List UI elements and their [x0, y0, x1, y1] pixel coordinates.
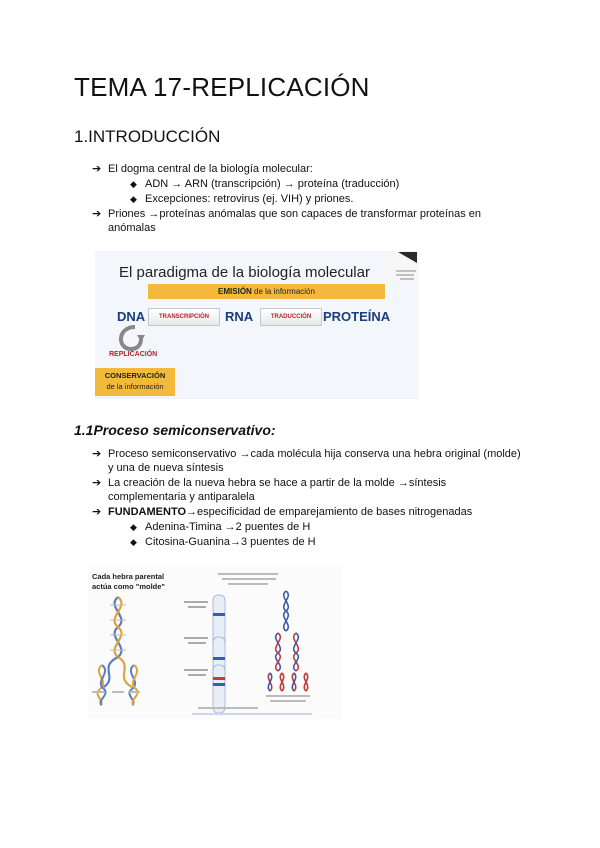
- helix-caption: Cada hebra parental actúa como "molde": [92, 572, 165, 591]
- protein-label: PROTEÍNA: [323, 309, 391, 324]
- arrow-bullet-icon: ➔: [92, 477, 102, 489]
- arrow-bullet-icon: ➔: [92, 208, 102, 220]
- transcription-arrow: TRANSCRIPCIÓN: [148, 308, 220, 326]
- bullet-fundamento: FUNDAMENTO→especificidad de emparejamiento de bases nitrogenadas: [108, 506, 473, 518]
- replication-loop-icon: [115, 325, 147, 353]
- helix-figure: [88, 565, 342, 719]
- dna-helix-illustration: [88, 565, 342, 719]
- bullet-semiconservativo-line1: Proceso semiconservativo →cada molécula hija conserva una hebra original (molde): [108, 448, 521, 460]
- diamond-bullet-icon: ◆: [130, 537, 137, 547]
- diamond-bullet-icon: ◆: [130, 194, 137, 204]
- sub-bullet-adn-arn: ADN → ARN (transcripción) → proteína (traducción): [145, 178, 400, 190]
- diamond-bullet-icon: ◆: [130, 179, 137, 189]
- arrow-bullet-icon: ➔: [92, 506, 102, 518]
- sub-bullet-excepciones: Excepciones: retrovirus (ej. VIH) y priones.: [145, 193, 354, 205]
- bullet-creacion-line1: La creación de la nueva hebra se hace a partir de la molde →síntesis: [108, 477, 447, 489]
- rna-label: RNA: [225, 309, 254, 324]
- section-heading-introduccion: 1.INTRODUCCIÓN: [74, 127, 221, 146]
- sub-bullet-citosina-guanina: Citosina-Guanina→3 puentes de H: [145, 536, 316, 548]
- emision-bar: EMISIÓN de la información: [148, 284, 385, 299]
- replication-label: REPLICACIÓN: [109, 351, 158, 358]
- bullet-priones-line2: anómalas: [108, 222, 156, 234]
- page-title: TEMA 17-REPLICACIÓN: [74, 72, 370, 102]
- translation-arrow: TRADUCCIÓN: [260, 308, 322, 326]
- arrow-bullet-icon: ➔: [92, 163, 102, 175]
- arrow-bullet-icon: ➔: [92, 448, 102, 460]
- dna-label: DNA: [117, 309, 146, 324]
- bullet-dogma: El dogma central de la biología molecular:: [108, 163, 313, 175]
- bullet-creacion-line2: complementaria y antiparalela: [108, 491, 255, 503]
- publisher-logo: [386, 251, 419, 282]
- sub-bullet-adenina-timina: Adenina-Timina →2 puentes de H: [145, 521, 311, 533]
- section-heading-semiconservativo: 1.1Proceso semiconservativo:: [74, 422, 276, 438]
- diamond-bullet-icon: ◆: [130, 522, 137, 532]
- figure-title: El paradigma de la biología molecular: [119, 264, 370, 281]
- bullet-priones-line1: Priones →proteínas anómalas que son capaces de transformar proteínas en: [108, 208, 481, 220]
- conservation-box: CONSERVACIÓN de la información: [95, 368, 175, 396]
- bullet-semiconservativo-line2: y una de nueva síntesis: [108, 462, 224, 474]
- paradigm-figure: [95, 251, 419, 399]
